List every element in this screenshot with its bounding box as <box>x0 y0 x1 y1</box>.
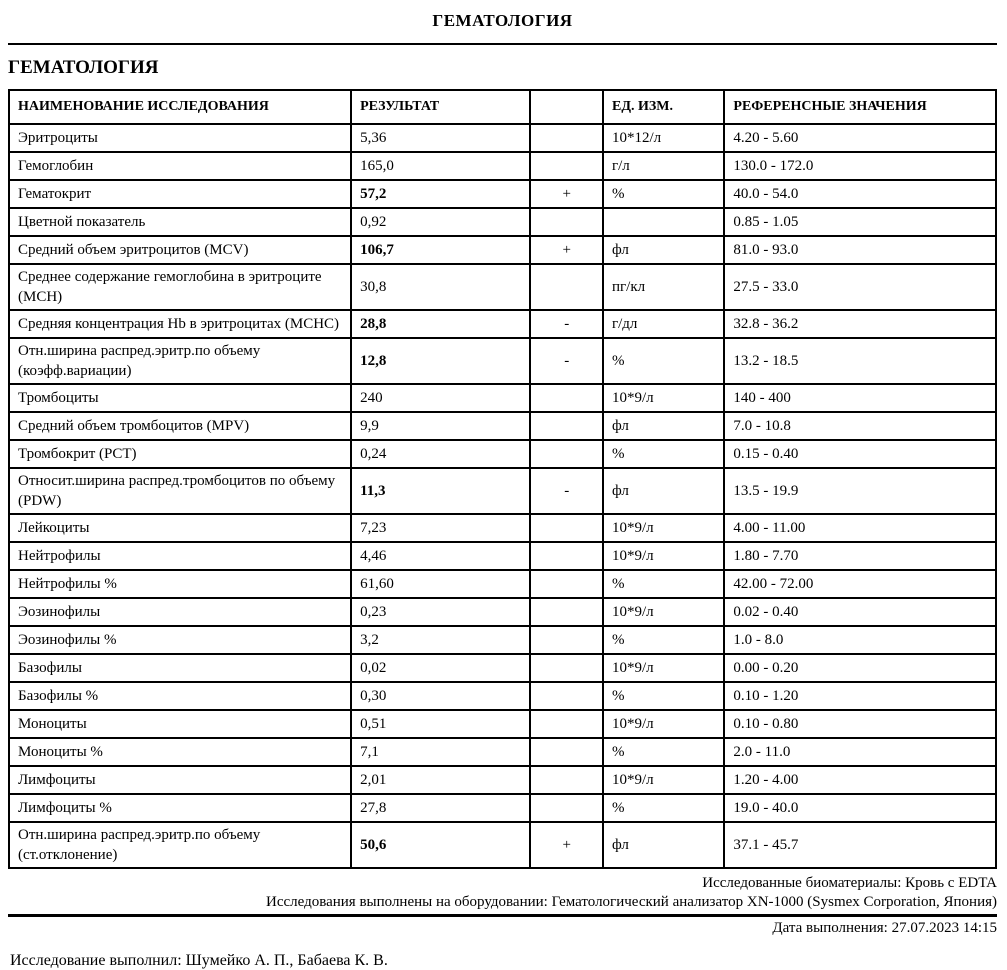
test-result: 165,0 <box>351 152 530 180</box>
test-name: Средний объем эритроцитов (MCV) <box>9 236 351 264</box>
test-flag <box>530 598 603 626</box>
test-reference: 1.80 - 7.70 <box>724 542 996 570</box>
test-name: Тромбокрит (PCT) <box>9 440 351 468</box>
table-row <box>9 384 996 412</box>
test-flag <box>530 514 603 542</box>
test-name: Гематокрит <box>9 180 351 208</box>
test-result: 7,23 <box>351 514 530 542</box>
test-reference: 1.0 - 8.0 <box>724 626 996 654</box>
test-unit: пг/кл <box>603 264 724 310</box>
test-flag <box>530 208 603 236</box>
column-header-unit: ЕД. ИЗМ. <box>603 90 724 124</box>
test-result: 240 <box>351 384 530 412</box>
test-name: Эритроциты <box>9 124 351 152</box>
table-row <box>9 264 996 310</box>
test-reference: 140 - 400 <box>724 384 996 412</box>
table-row <box>9 208 996 236</box>
table-row <box>9 682 996 710</box>
test-unit: фл <box>603 468 724 514</box>
test-name: Цветной показатель <box>9 208 351 236</box>
test-unit <box>603 208 724 236</box>
test-result: 0,30 <box>351 682 530 710</box>
test-unit: % <box>603 338 724 384</box>
column-header-result: РЕЗУЛЬТАТ <box>351 90 530 124</box>
column-header-test-name: НАИМЕНОВАНИЕ ИССЛЕДОВАНИЯ <box>9 90 351 124</box>
test-flag <box>530 412 603 440</box>
table-row <box>9 412 996 440</box>
test-reference: 13.5 - 19.9 <box>724 468 996 514</box>
test-result: 9,9 <box>351 412 530 440</box>
test-reference: 37.1 - 45.7 <box>724 822 996 868</box>
test-result: 7,1 <box>351 738 530 766</box>
table-row <box>9 180 996 208</box>
test-reference: 0.10 - 1.20 <box>724 682 996 710</box>
test-flag: - <box>530 468 603 514</box>
test-reference: 27.5 - 33.0 <box>724 264 996 310</box>
test-name: Эозинофилы % <box>9 626 351 654</box>
test-unit: % <box>603 794 724 822</box>
test-reference: 0.10 - 0.80 <box>724 710 996 738</box>
test-unit: фл <box>603 236 724 264</box>
footer-divider <box>8 914 997 917</box>
test-name: Отн.ширина распред.эритр.по объему (коэфф.вариации) <box>9 338 351 384</box>
test-name: Базофилы % <box>9 682 351 710</box>
test-result: 0,23 <box>351 598 530 626</box>
test-flag <box>530 440 603 468</box>
test-unit: 10*12/л <box>603 124 724 152</box>
test-name: Лимфоциты % <box>9 794 351 822</box>
table-row <box>9 654 996 682</box>
results-table <box>8 89 997 869</box>
test-unit: % <box>603 180 724 208</box>
test-flag <box>530 542 603 570</box>
test-unit: 10*9/л <box>603 710 724 738</box>
test-unit: 10*9/л <box>603 654 724 682</box>
test-result: 30,8 <box>351 264 530 310</box>
test-flag <box>530 264 603 310</box>
test-flag: + <box>530 236 603 264</box>
test-flag <box>530 682 603 710</box>
test-result: 11,3 <box>351 468 530 514</box>
results-table-body <box>9 124 996 868</box>
test-unit: 10*9/л <box>603 384 724 412</box>
test-reference: 0.00 - 0.20 <box>724 654 996 682</box>
test-reference: 0.15 - 0.40 <box>724 440 996 468</box>
test-reference: 0.02 - 0.40 <box>724 598 996 626</box>
test-result: 61,60 <box>351 570 530 598</box>
test-reference: 0.85 - 1.05 <box>724 208 996 236</box>
test-name: Средняя концентрация Hb в эритроцитах (MCHC) <box>9 310 351 338</box>
test-flag <box>530 384 603 412</box>
test-reference: 4.00 - 11.00 <box>724 514 996 542</box>
test-flag <box>530 570 603 598</box>
table-row <box>9 236 996 264</box>
test-reference: 32.8 - 36.2 <box>724 310 996 338</box>
test-unit: г/дл <box>603 310 724 338</box>
section-title: ГЕМАТОЛОГИЯ <box>8 57 159 78</box>
equipment-note: Исследования выполнены на оборудовании: Гематологический анализатор XN-1000 (Sysmex Corporation, Япония) <box>265 894 997 910</box>
table-row <box>9 514 996 542</box>
test-flag <box>530 794 603 822</box>
test-name: Моноциты % <box>9 738 351 766</box>
test-unit: фл <box>603 412 724 440</box>
test-name: Лимфоциты <box>9 766 351 794</box>
test-unit: 10*9/л <box>603 542 724 570</box>
test-unit: % <box>603 570 724 598</box>
test-unit: 10*9/л <box>603 766 724 794</box>
results-table-header <box>9 90 996 124</box>
test-unit: % <box>603 682 724 710</box>
test-flag <box>530 654 603 682</box>
test-name: Тромбоциты <box>9 384 351 412</box>
table-row <box>9 738 996 766</box>
test-unit: % <box>603 440 724 468</box>
test-flag <box>530 738 603 766</box>
test-unit: г/л <box>603 152 724 180</box>
test-result: 27,8 <box>351 794 530 822</box>
test-flag <box>530 626 603 654</box>
page-title: ГЕМАТОЛОГИЯ <box>432 11 573 30</box>
test-result: 0,92 <box>351 208 530 236</box>
test-flag: - <box>530 310 603 338</box>
test-name: Нейтрофилы <box>9 542 351 570</box>
table-row <box>9 822 996 868</box>
test-flag <box>530 766 603 794</box>
table-row <box>9 440 996 468</box>
test-result: 50,6 <box>351 822 530 868</box>
test-reference: 19.0 - 40.0 <box>724 794 996 822</box>
test-result: 3,2 <box>351 626 530 654</box>
test-unit: 10*9/л <box>603 514 724 542</box>
test-reference: 42.00 - 72.00 <box>724 570 996 598</box>
table-row <box>9 570 996 598</box>
table-row <box>9 338 996 384</box>
test-name: Средний объем тромбоцитов (MPV) <box>9 412 351 440</box>
test-result: 28,8 <box>351 310 530 338</box>
column-header-reference: РЕФЕРЕНСНЫЕ ЗНАЧЕНИЯ <box>724 90 996 124</box>
test-name: Отн.ширина распред.эритр.по объему (ст.отклонение) <box>9 822 351 868</box>
table-row <box>9 310 996 338</box>
test-unit: % <box>603 626 724 654</box>
table-row <box>9 152 996 180</box>
test-name: Относит.ширина распред.тромбоцитов по объему (PDW) <box>9 468 351 514</box>
test-unit: фл <box>603 822 724 868</box>
test-flag: + <box>530 822 603 868</box>
test-flag: + <box>530 180 603 208</box>
test-result: 57,2 <box>351 180 530 208</box>
test-name: Гемоглобин <box>9 152 351 180</box>
test-flag: - <box>530 338 603 384</box>
table-row <box>9 710 996 738</box>
test-reference: 7.0 - 10.8 <box>724 412 996 440</box>
test-name: Базофилы <box>9 654 351 682</box>
test-flag <box>530 710 603 738</box>
test-result: 4,46 <box>351 542 530 570</box>
test-reference: 40.0 - 54.0 <box>724 180 996 208</box>
table-row <box>9 542 996 570</box>
test-name: Эозинофилы <box>9 598 351 626</box>
table-row <box>9 626 996 654</box>
test-reference: 13.2 - 18.5 <box>724 338 996 384</box>
test-name: Моноциты <box>9 710 351 738</box>
test-reference: 2.0 - 11.0 <box>724 738 996 766</box>
performed-by: Исследование выполнил: Шумейко А. П., Бабаева К. В. <box>10 952 388 969</box>
test-unit: % <box>603 738 724 766</box>
test-flag <box>530 152 603 180</box>
test-name: Среднее содержание гемоглобина в эритроците (MCH) <box>9 264 351 310</box>
test-result: 5,36 <box>351 124 530 152</box>
test-name: Лейкоциты <box>9 514 351 542</box>
test-result: 0,51 <box>351 710 530 738</box>
table-row <box>9 598 996 626</box>
test-reference: 1.20 - 4.00 <box>724 766 996 794</box>
test-reference: 81.0 - 93.0 <box>724 236 996 264</box>
test-result: 0,24 <box>351 440 530 468</box>
header-row <box>9 90 996 124</box>
table-row <box>9 468 996 514</box>
test-reference: 4.20 - 5.60 <box>724 124 996 152</box>
test-result: 0,02 <box>351 654 530 682</box>
execution-date: Дата выполнения: 27.07.2023 14:15 <box>772 920 997 936</box>
test-unit: 10*9/л <box>603 598 724 626</box>
title-divider <box>8 43 997 45</box>
test-result: 12,8 <box>351 338 530 384</box>
test-result: 106,7 <box>351 236 530 264</box>
table-row <box>9 766 996 794</box>
test-flag <box>530 124 603 152</box>
column-header-flag <box>530 90 603 124</box>
test-result: 2,01 <box>351 766 530 794</box>
test-name: Нейтрофилы % <box>9 570 351 598</box>
table-row <box>9 124 996 152</box>
table-row <box>9 794 996 822</box>
test-reference: 130.0 - 172.0 <box>724 152 996 180</box>
biomaterials-note: Исследованные биоматериалы: Кровь с EDTA <box>702 875 997 891</box>
